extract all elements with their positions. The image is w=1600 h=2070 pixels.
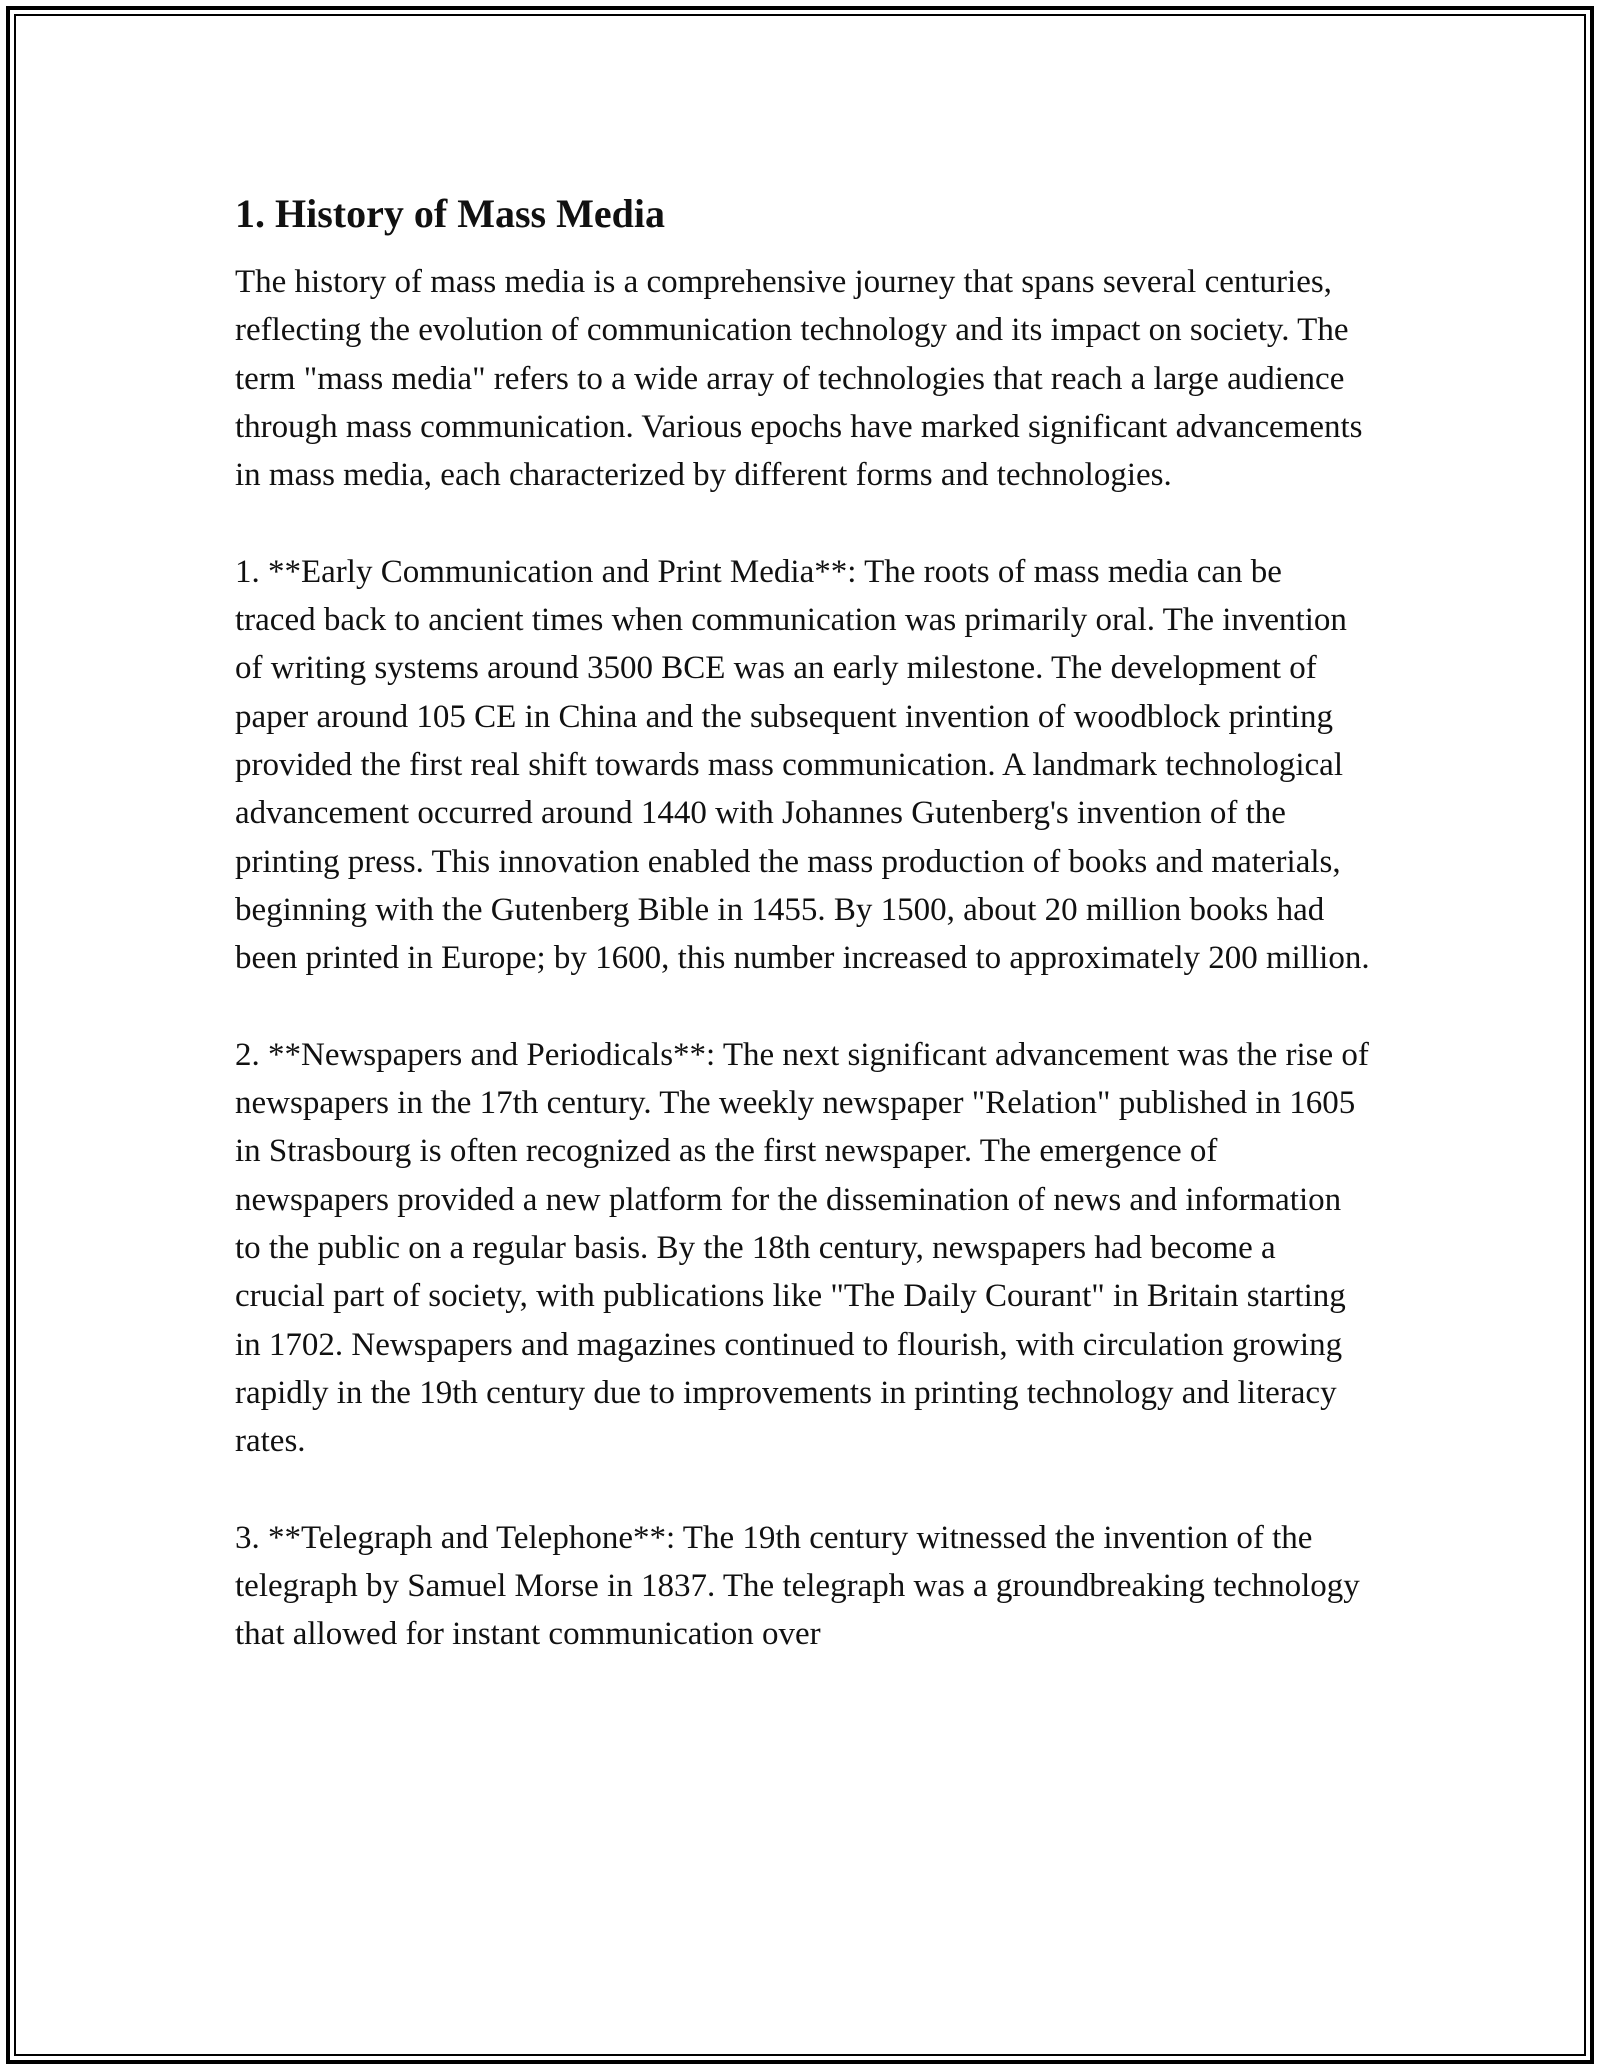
paragraph-newspapers: 2. **Newspapers and Periodicals**: The next significant advancement was the rise of newspapers in the 17th century. The weekly newspaper "Relation" published in 1605 in Strasbourg is often recognized as the first newspaper. The emergence of newspapers provided a new platform for the dissemination of news and information to the public on a regular basis. By the 18th century, newspapers had become a crucial part of society, with publications like "The Daily Courant" in Britain starting in 1702. Newspapers and magazines continued to flourish, with circulation growing rapidly in the 19th century due to improvements in printing technology and literacy rates. <box>235 1036 1369 1460</box>
paragraph-telegraph: 3. **Telegraph and Telephone**: The 19th century witnessed the invention of the telegraph by Samuel Morse in 1837. The telegraph was a groundbreaking technology that allowed for instant communication over <box>235 1519 1360 1653</box>
section-heading: 1. History of Mass Media <box>235 191 665 236</box>
paragraph-print-media: 1. **Early Communication and Print Media**: The roots of mass media can be traced back to ancient times when communication was primarily oral. The invention of writing systems around 3500 BCE was an early milestone. The development of paper around 105 CE in China and the subsequent invention of woodblock printing provided the first real shift towards mass communication. A landmark technological advancement occurred around 1440 with Johannes Gutenberg's invention of the printing press. This innovation enabled the mass production of books and materials, beginning with the Gutenberg Bible in 1455. By 1500, about 20 million books had been printed in Europe; by 1600, this number increased to approximately 200 million. <box>235 553 1370 977</box>
intro-paragraph: The history of mass media is a comprehensive journey that spans several centuries, reflecting the evolution of communication technology and its impact on society. The term "mass media" refers to a wide array of technologies that reach a large audience through mass communication. Various epochs have marked significant advancements in mass media, each characterized by different forms and technologies. <box>235 264 1363 494</box>
document-body <box>235 186 1370 1707</box>
